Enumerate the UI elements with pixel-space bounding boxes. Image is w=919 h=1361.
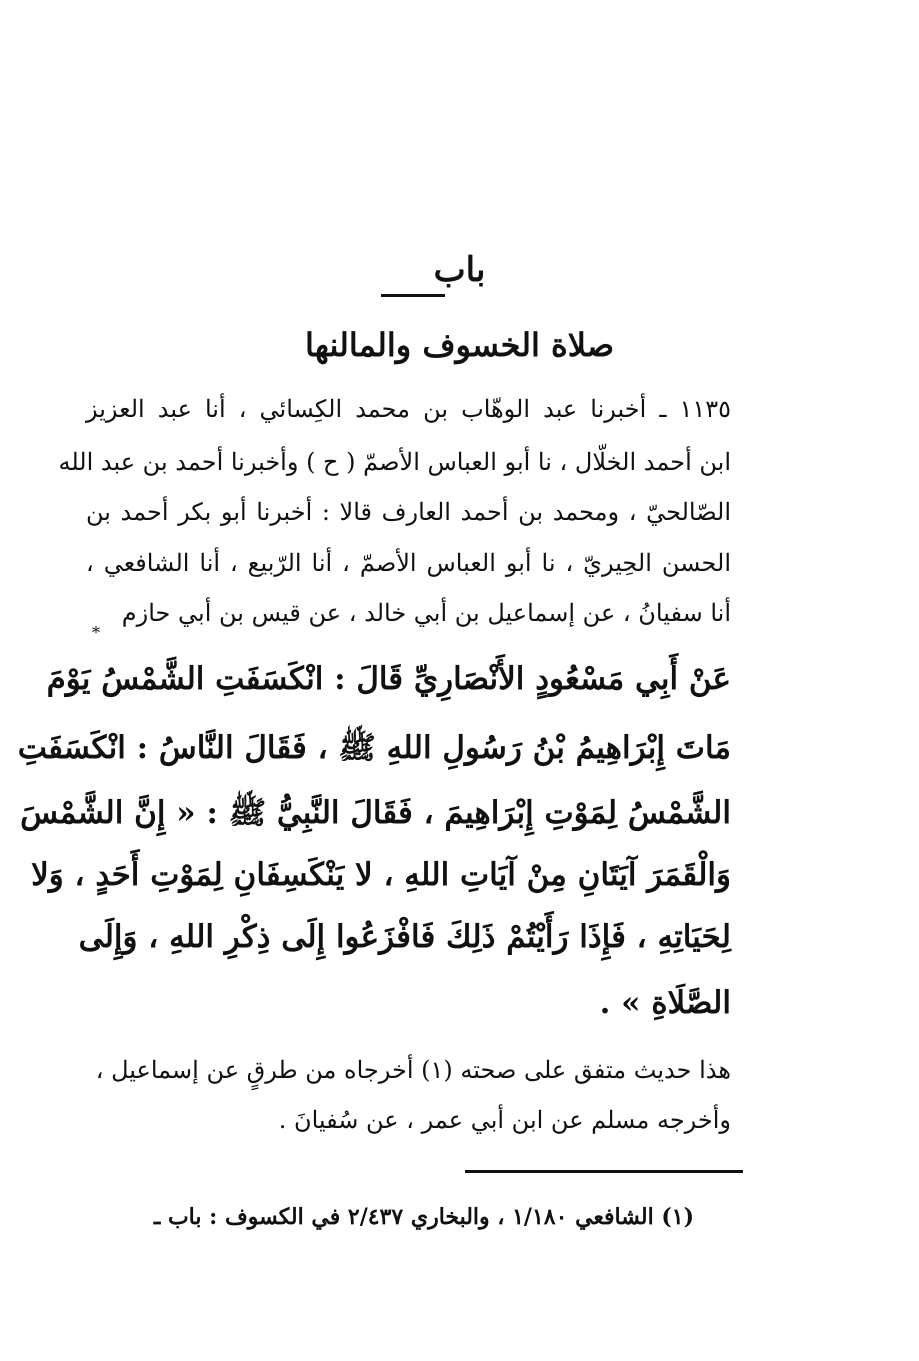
matn-line: وَالْقَمَرَ آيَتَانِ مِنْ آيَاتِ اللهِ ، لا يَنْكَسِفَانِ لِمَوْتِ أَحَدٍ ، وَلا	[31, 857, 731, 893]
isnad-line: الصّالحيّ ، ومحمد بن أحمد العارف قالا : أخبرنا أبو بكر أحمد بن	[86, 498, 731, 526]
chapter-title: صلاة الخسوف والمالنها	[304, 326, 615, 364]
matn-line: مَاتَ إِبْرَاهِيمُ بْنُ رَسُولِ اللهِ ﷺ ، فَقَالَ النَّاسُ : انْكَسَفَتِ	[17, 730, 731, 766]
footnote: (١) الشافعي ١/١٨٠ ، والبخاري ٢/٤٣٧ في الكسوف : باب ـ	[153, 1204, 694, 1230]
footnote-separator	[465, 1170, 743, 1173]
heading-underline	[381, 294, 445, 297]
matn-line: الصَّلَاةِ » .	[599, 985, 731, 1021]
commentary-line: هذا حديث متفق على صحته (١) أخرجاه من طرقٍ عن إسماعيل ،	[95, 1056, 731, 1084]
matn-line: الشَّمْسُ لِمَوْتِ إِبْرَاهِيمَ ، فَقَالَ النَّبِيُّ ﷺ : « إِنَّ الشَّمْسَ	[20, 795, 731, 831]
commentary-line: وأخرجه مسلم عن ابن أبي عمر ، عن سُفيانَ .	[278, 1106, 731, 1134]
isnad-line: ابن أحمد الخلّال ، نا أبو العباس الأصمّ ( ح ) وأخبرنا أحمد بن عبد الله	[58, 448, 731, 476]
matn-line: عَنْ أَبِي مَسْعُودٍ الأَنْصَارِيِّ قَالَ : انْكَسَفَتِ الشَّمْسُ يَوْمَ	[46, 661, 731, 697]
asterisk-mark: *	[92, 623, 100, 642]
matn-line: لِحَيَاتِهِ ، فَإِذَا رَأَيْتُمْ ذَلِكَ فَافْزَعُوا إِلَى ذِكْرِ اللهِ ، وَإِلَى	[78, 919, 731, 955]
isnad-line: ١١٣٥ ـ أخبرنا عبد الوهّاب بن محمد الكِسائي ، أنا عبد العزيز	[86, 395, 731, 423]
isnad-line: الحسن الحِيريّ ، نا أبو العباس الأصمّ ، أنا الرّبيع ، أنا الشافعي ،	[86, 549, 731, 577]
chapter-heading: باب	[433, 250, 486, 290]
isnad-line: أنا سفيانُ ، عن إسماعيل بن أبي خالد ، عن قيس بن أبي حازم	[121, 599, 731, 627]
